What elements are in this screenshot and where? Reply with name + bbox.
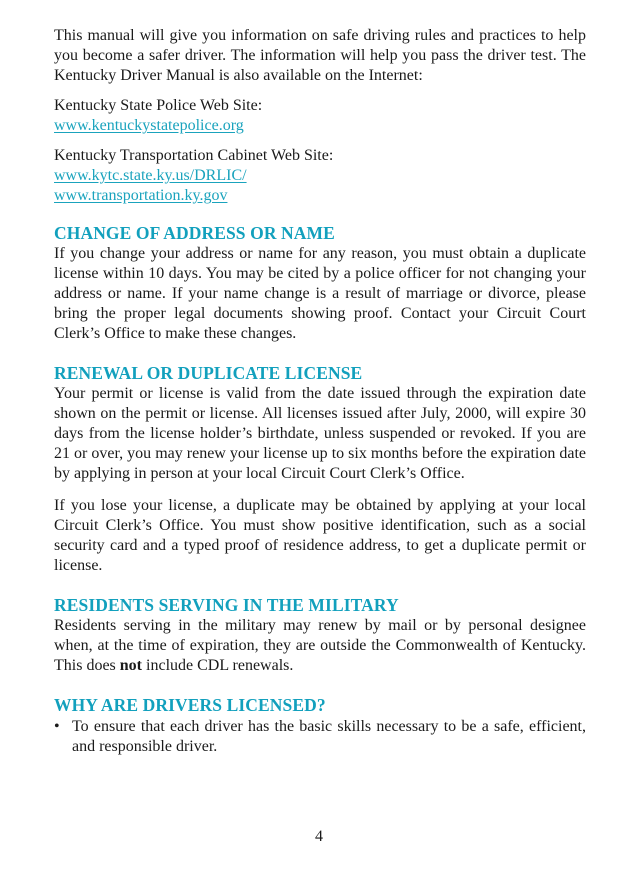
why-licensed-bullet-text: To ensure that each driver has the basic skills necessary to be a safe, efficient, and responsible driver.: [72, 718, 586, 755]
military-paragraph: [54, 616, 586, 676]
military-heading: RESIDENTS SERVING IN THE MILITARY: [54, 595, 399, 615]
why-licensed-heading: WHY ARE DRIVERS LICENSED?: [54, 695, 326, 715]
military-paragraph-emphasis: not: [119, 657, 143, 674]
change-address-paragraph: If you change your address or name for any reason, you must obtain a duplicate license within 10 days. You may be cited by a police officer for not changing your address or name. If your name change is a result of marriage or divorce, please bring the proper legal documents showing proof. Contact your Circuit Court Clerk’s Office to make these changes.: [54, 245, 586, 342]
manual-page: [54, 26, 586, 757]
page-number: 4: [315, 828, 323, 845]
renewal-paragraph-duplicate: If you lose your license, a duplicate may be obtained by applying at your local Circuit Clerk’s Office. You must show positive identification, such as a social security card and a typed proof of residence address, to get a duplicate permit or license.: [54, 497, 586, 574]
list-item: [54, 717, 586, 757]
ktc-link-drlic[interactable]: www.kytc.state.ky.us/DRLIC/: [54, 167, 247, 184]
ksp-link[interactable]: www.kentuckystatepolice.org: [54, 117, 244, 134]
ktc-label: Kentucky Transportation Cabinet Web Site:: [54, 147, 334, 164]
intro-paragraph: This manual will give you information on safe driving rules and practices to help you become a safer driver. The information will help you pass the driver test. The Kentucky Driver Manual is also available on the Internet:: [54, 27, 586, 84]
bullet-icon: •: [54, 718, 60, 735]
renewal-paragraph-validity: Your permit or license is valid from the date issued through the expiration date shown on the permit or license. All licenses issued after July, 2000, will expire 30 days from the license holder’s birthdate, unless suspended or revoked. If you are 21 or over, you may renew your license up to six months before the expiration date by applying in person at your local Circuit Court Clerk’s Office.: [54, 385, 586, 482]
ktc-link-transportation[interactable]: www.transportation.ky.gov: [54, 187, 228, 204]
military-paragraph-start: Residents serving in the military may renew by mail or by personal designee when, at the time of expiration, they are outside the Commonwealth of Kentucky. This does: [54, 617, 586, 674]
change-address-heading: CHANGE OF ADDRESS OR NAME: [54, 223, 335, 243]
military-paragraph-end: include CDL renewals.: [142, 657, 294, 674]
renewal-heading: RENEWAL OR DUPLICATE LICENSE: [54, 363, 363, 383]
ksp-label: Kentucky State Police Web Site:: [54, 97, 263, 114]
